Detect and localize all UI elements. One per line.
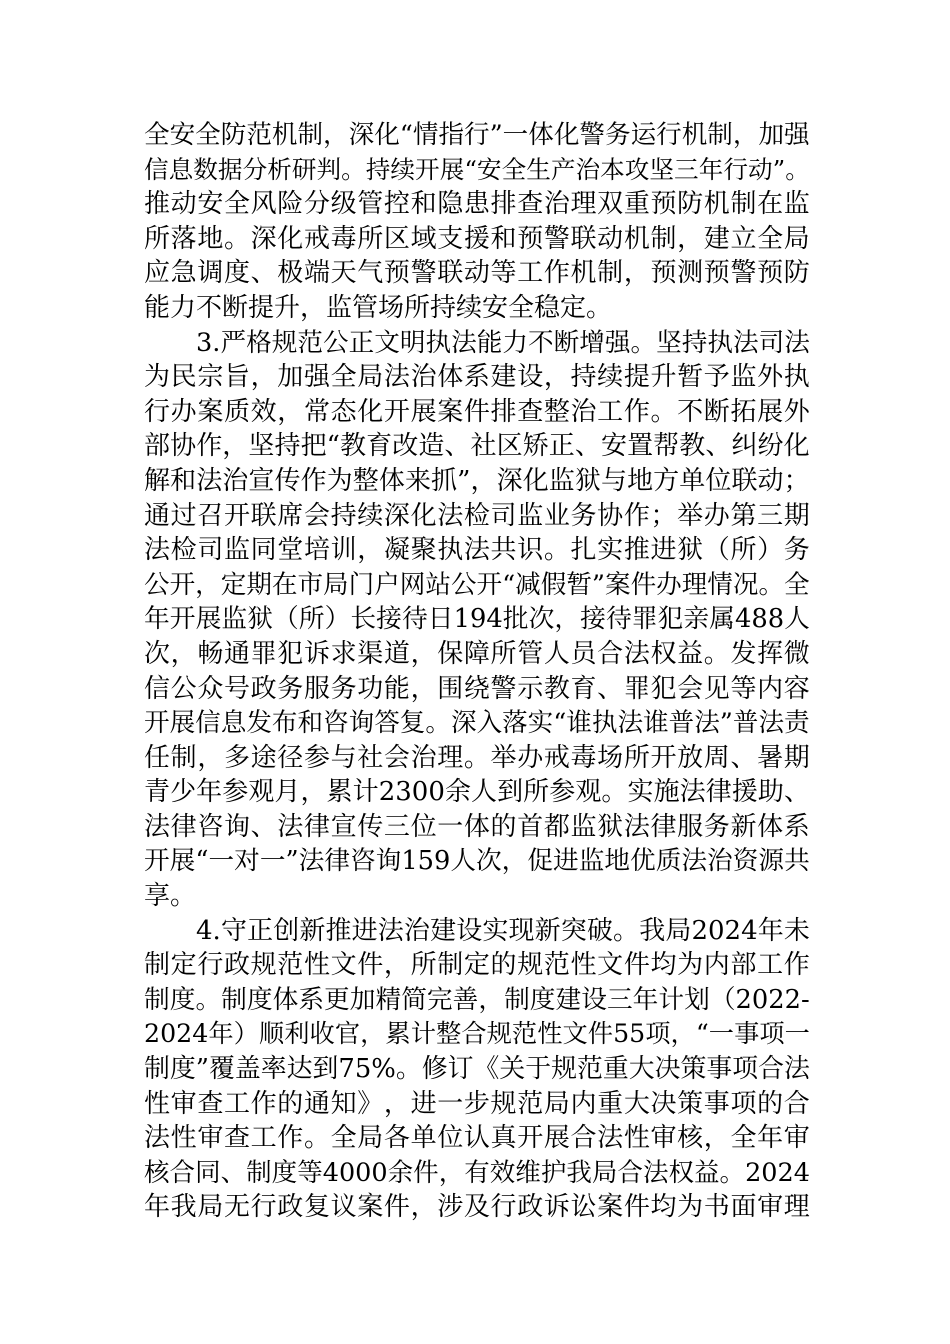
text-line: 信 公 众 号 政 务 服 务 功 能 ， 围 绕 警 示 教 育 、 罪 犯 会 见 等 内 容 xyxy=(144,673,810,704)
text-line: 法 检 司 监 同 堂 培 训 ， 凝 聚 执 法 共 识 。 扎 实 推 进 狱 （ 所 ） 务 xyxy=(144,535,810,566)
text-line: 推 动 安 全 风 险 分 级 管 控 和 隐 患 排 查 治 理 双 重 预 防 机 制 在 监 xyxy=(144,189,810,220)
text-line: 行 办 案 质 效 ， 常 态 化 开 展 案 件 排 查 整 治 工 作 。 不 断 拓 展 外 xyxy=(144,396,810,427)
text-line: 年 开 展 监 狱 （ 所 ） 长 接 待 日 194 批 次 ， 接 待 罪 犯 亲 属 488 人 xyxy=(144,604,810,635)
text-line: 制 度 。 制 度 体 系 更 加 精 简 完 善 ， 制 度 建 设 三 年 计 划 （ 2022- xyxy=(144,984,810,1015)
text-line: 所 落 地 。 深 化 戒 毒 所 区 域 支 援 和 预 警 联 动 机 制 ， 建 立 全 局 xyxy=(144,223,810,254)
text-line: 信 息 数 据 分 析 研 判 。 持 续 开 展 “ 安 全 生 产 治 本 攻 坚 三 年 行 动 ” 。 xyxy=(144,154,810,184)
text-line: 年 我 局 无 行 政 复 议 案 件 ， 涉 及 行 政 诉 讼 案 件 均 为 书 面 审 理 xyxy=(144,1192,810,1223)
text-line: 通 过 召 开 联 席 会 持 续 深 化 法 检 司 监 业 务 协 作 ； 举 办 第 三 期 xyxy=(144,500,810,531)
text-line: 开 展 信 息 发 布 和 咨 询 答 复 。 深 入 落 实 “ 谁 执 法 谁 普 法 ” 普 法 责 xyxy=(144,708,810,739)
text-line: 开 展 “ 一 对 一 ” 法 律 咨 询 159 人 次 ， 促 进 监 地 优 质 法 治 资 源 共 xyxy=(144,846,810,877)
text-line: 解 和 法 治 宣 传 作 为 整 体 来 抓 ” ， 深 化 监 狱 与 地 方 单 位 联 动 ； xyxy=(144,465,810,496)
text-line: 为 民 宗 旨 ， 加 强 全 局 法 治 体 系 建 设 ， 持 续 提 升 暂 予 监 外 执 xyxy=(144,362,810,393)
paragraph-first-line: 3. 严 格 规 范 公 正 文 明 执 法 能 力 不 断 增 强 。 坚 持 执 法 司 法 xyxy=(196,327,810,358)
text-line: 公 开 ， 定 期 在 市 局 门 户 网 站 公 开 “ 减 假 暂 ” 案 件 办 理 情 况 。 全 xyxy=(144,569,810,600)
text-line: 享。 xyxy=(144,881,197,912)
text-line: 制 度 ” 覆 盖 率 达 到 75% 。 修 订 《 关 于 规 范 重 大 决 策 事 项 合 法 xyxy=(144,1054,810,1085)
text-line: 法 律 咨 询 、 法 律 宣 传 三 位 一 体 的 首 都 监 狱 法 律 服 务 新 体 系 xyxy=(144,811,810,842)
text-line: 2024 年 ） 顺 利 收 官 ， 累 计 整 合 规 范 性 文 件 55 项 ， “ 一 事 项 一 xyxy=(144,1019,810,1049)
text-line: 次 ， 畅 通 罪 犯 诉 求 渠 道 ， 保 障 所 管 人 员 合 法 权 益 。 发 挥 微 xyxy=(144,638,810,669)
text-line: 核 合 同 、 制 度 等 4000 余 件 ， 有 效 维 护 我 局 合 法 权 益 。 2024 xyxy=(144,1157,810,1188)
text-line: 应 急 调 度 、 极 端 天 气 预 警 联 动 等 工 作 机 制 ， 预 测 预 警 预 防 xyxy=(144,258,810,289)
document-body xyxy=(144,118,810,1225)
text-line: 能力不断提升，监管场所持续安全稳定。 xyxy=(144,292,613,323)
text-line: 性 审 查 工 作 的 通 知 》 ， 进 一 步 规 范 局 内 重 大 决 策 事 项 的 合 xyxy=(144,1088,810,1119)
text-line: 任 制 ， 多 途 径 参 与 社 会 治 理 。 举 办 戒 毒 场 所 开 放 周 、 暑 期 xyxy=(144,742,810,773)
text-line: 全 安 全 防 范 机 制 ， 深 化 “ 情 指 行 ” 一 体 化 警 务 运 行 机 制 ， 加 强 xyxy=(144,120,810,150)
text-line: 青 少 年 参 观 月 ， 累 计 2300 余 人 到 所 参 观 。 实 施 法 律 援 助 、 xyxy=(144,777,810,808)
text-line: 部 协 作 ， 坚 持 把 “ 教 育 改 造 、 社 区 矫 正 、 安 置 帮 教 、 纠 纷 化 xyxy=(144,431,810,462)
paragraph-first-line: 4. 守 正 创 新 推 进 法 治 建 设 实 现 新 突 破 。 我 局 2024 年 未 xyxy=(196,915,810,946)
text-line: 制 定 行 政 规 范 性 文 件 ， 所 制 定 的 规 范 性 文 件 均 为 内 部 工 作 xyxy=(144,950,810,981)
text-line: 法 性 审 查 工 作 。 全 局 各 单 位 认 真 开 展 合 法 性 审 核 ， 全 年 审 xyxy=(144,1123,810,1154)
